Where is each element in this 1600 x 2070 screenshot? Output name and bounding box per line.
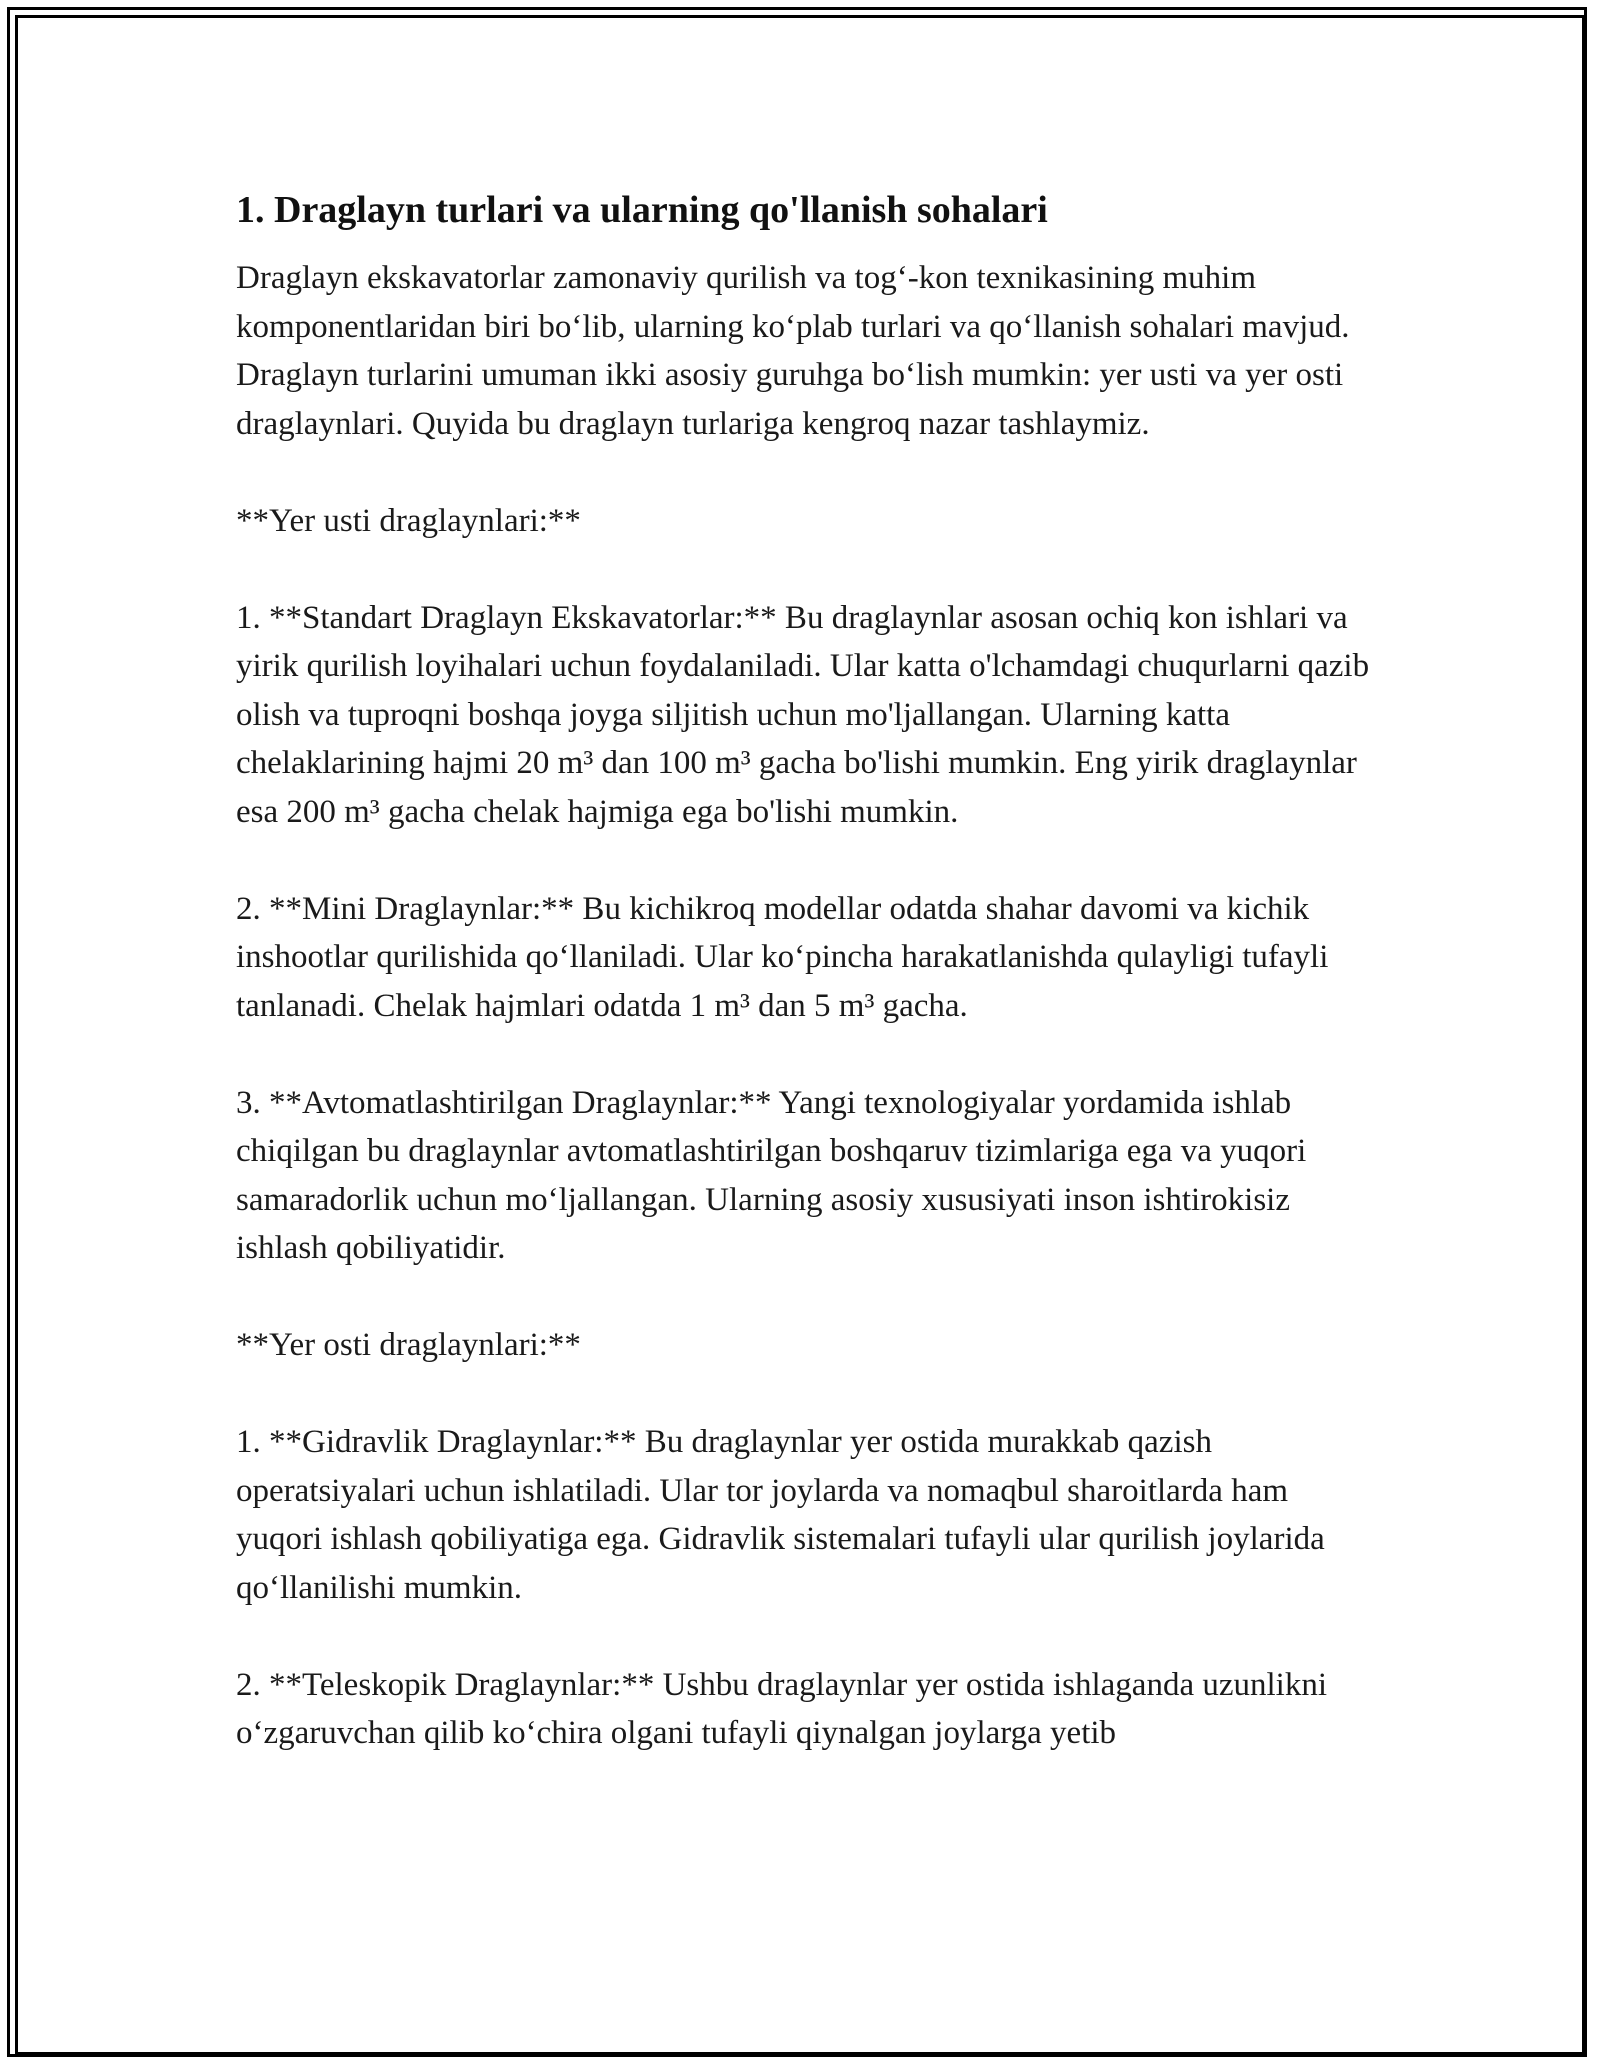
list-item-mini-draglines: 2. **Mini Draglaynlar:** Bu kichikroq modellar odatda shahar davomi va kichik inshootlar qurilishida qo‘llaniladi. Ular ko‘pincha harakatlanishda qulayligi tufayli tanlanadi. Chelak hajmlari odatda 1 m³ dan 5 m³ gacha. [236, 890, 1329, 1024]
section-heading-underground-draglines: **Yer osti draglaynlari:** [236, 1327, 581, 1363]
list-item-telescopic-draglines: 2. **Teleskopik Draglaynlar:** Ushbu draglaynlar yer ostida ishlaganda uzunlikni o‘zgaruvchan qilib ko‘chira olgani tufayli qiynalgan joylarga yetib [236, 1666, 1327, 1751]
list-item-hydraulic-draglines: 1. **Gidravlik Draglaynlar:** Bu draglaynlar yer ostida murakkab qazish operatsiyalari uchun ishlatiladi. Ular tor joylarda va nomaqbul sharoitlarda ham yuqori ishlash qobiliyatiga ega. Gidravlik sistemalari tufayli ular qurilish joylarida qo‘llanilishi mumkin. [236, 1424, 1325, 1606]
intro-paragraph: Draglayn ekskavatorlar zamonaviy qurilish va tog‘-kon texnikasining muhim komponentlaridan biri bo‘lib, ularning ko‘plab turlari va qo‘llanish sohalari mavjud. Draglayn turlarini umuman ikki asosiy guruhga bo‘lish mumkin: yer usti va yer osti draglaynlari. Quyida bu draglayn turlariga kengroq nazar tashlaymiz. [236, 260, 1350, 442]
section-heading-surface-draglines: **Yer usti draglaynlari:** [236, 502, 581, 539]
document-body [236, 186, 1376, 1806]
list-item-standard-draglines: 1. **Standart Draglayn Ekskavatorlar:** Bu draglaynlar asosan ochiq kon ishlari va yirik qurilish loyihalari uchun foydalaniladi. Ular katta o'lchamdagi chuqurlarni qazib olish va tuproqni boshqa joyga siljitish uchun mo'ljallangan. Ularning katta chelaklarining hajmi 20 m³ dan 100 m³ gacha bo'lishi mumkin. Eng yirik draglaynlar esa 200 m³ gacha chelak hajmiga ega bo'lishi mumkin. [236, 599, 1370, 830]
list-item-automated-draglines: 3. **Avtomatlashtirilgan Draglaynlar:** Yangi texnologiyalar yordamida ishlab chiqilgan bu draglaynlar avtomatlashtirilgan boshqaruv tizimlariga ega va yuqori samaradorlik uchun mo‘ljallangan. Ularning asosiy xususiyati inson ishtirokisiz ishlash qobiliyatidir. [236, 1084, 1307, 1266]
document-title: 1. Draglayn turlari va ularning qo'llanish sohalari [236, 189, 1048, 231]
